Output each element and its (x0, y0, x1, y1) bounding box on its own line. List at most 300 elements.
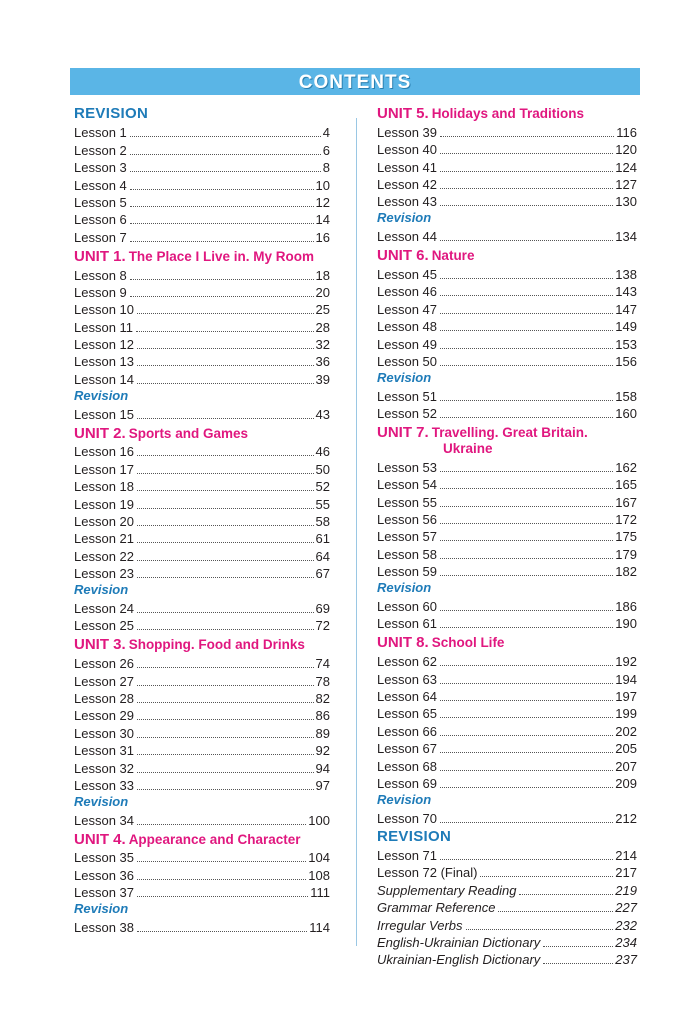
dot-leader (137, 559, 314, 561)
dot-leader (137, 753, 314, 755)
dot-leader (519, 893, 613, 895)
page-number: 14 (315, 212, 330, 228)
dot-leader (466, 928, 614, 930)
unit-number: UNIT 4. (74, 830, 126, 848)
page-number: 43 (315, 406, 330, 422)
page-number: 219 (615, 882, 637, 898)
dot-leader (440, 682, 613, 684)
dot-leader (137, 628, 314, 630)
dot-leader (130, 278, 314, 280)
toc-entry[interactable] (377, 140, 637, 157)
page-number: 165 (615, 477, 637, 493)
page-number: 156 (615, 353, 637, 369)
toc-entry[interactable] (377, 880, 637, 897)
page-number: 86 (315, 708, 330, 724)
dot-leader (440, 751, 613, 753)
toc-entry[interactable] (74, 529, 330, 546)
unit-title: The Place I Live in. My Room (128, 248, 314, 264)
page-number: 72 (315, 618, 330, 634)
entry-label: Lesson 39 (377, 124, 437, 140)
page-number: 94 (315, 760, 330, 776)
page-number: 82 (315, 690, 330, 706)
unit-heading (74, 831, 330, 848)
toc-entry[interactable] (377, 282, 637, 299)
page-number: 74 (315, 656, 330, 672)
page-number: 207 (615, 758, 637, 774)
toc-entry[interactable] (74, 654, 330, 671)
entry-label: Lesson 1 (74, 125, 127, 141)
toc-entry[interactable] (377, 299, 637, 316)
dot-leader (130, 135, 321, 137)
toc-entry[interactable] (74, 265, 330, 282)
page-number: 182 (615, 564, 637, 580)
toc-entry[interactable] (377, 846, 637, 863)
page-number: 120 (615, 142, 637, 158)
dot-leader (137, 454, 314, 456)
page-number: 134 (615, 229, 637, 245)
dot-leader (440, 505, 613, 507)
entry-label: Lesson 20 (74, 514, 134, 530)
page-number: 64 (315, 548, 330, 564)
page-number: 18 (315, 267, 330, 283)
dot-leader (440, 574, 613, 576)
revision-label: Revision (377, 580, 432, 596)
left-column (74, 105, 330, 935)
entry-label: Lesson 62 (377, 654, 437, 670)
dot-leader (440, 664, 613, 666)
toc-entry[interactable] (377, 317, 637, 334)
toc-entry[interactable] (377, 265, 637, 282)
page-number: 234 (615, 935, 637, 951)
toc-entry[interactable] (74, 369, 330, 386)
unit-number: UNIT 7. (377, 424, 429, 442)
toc-entry[interactable] (74, 564, 330, 581)
dot-leader (137, 788, 314, 790)
entry-label: Lesson 10 (74, 302, 134, 318)
entry-label: Lesson 3 (74, 160, 127, 176)
toc-entry[interactable] (74, 210, 330, 227)
toc-entry[interactable] (377, 457, 637, 474)
dot-leader (440, 277, 613, 279)
page-number: 58 (315, 514, 330, 530)
dot-leader (137, 823, 306, 825)
entry-label: Lesson 46 (377, 284, 437, 300)
toc-entry[interactable] (74, 283, 330, 300)
entry-label: Ukrainian-English Dictionary (377, 952, 541, 968)
page-number: 217 (615, 865, 637, 881)
toc-entry[interactable] (74, 227, 330, 244)
dot-leader (440, 539, 613, 541)
page-number: 78 (315, 673, 330, 689)
dot-leader (543, 945, 613, 947)
page-number: 92 (315, 743, 330, 759)
entry-label: Lesson 60 (377, 598, 437, 614)
toc-entry[interactable] (74, 616, 330, 633)
toc-entry[interactable] (377, 704, 637, 721)
dot-leader (440, 329, 613, 331)
entry-label: Lesson 36 (74, 867, 134, 883)
entry-label: Lesson 21 (74, 531, 134, 547)
entry-label: Lesson 47 (377, 301, 437, 317)
page-number: 46 (315, 444, 330, 460)
entry-label: Lesson 29 (74, 708, 134, 724)
page-number: 175 (615, 529, 637, 545)
page-number: 167 (615, 494, 637, 510)
dot-leader (440, 786, 613, 788)
dot-leader (440, 312, 613, 314)
entry-label: Lesson 54 (377, 477, 437, 493)
entry-label: Lesson 32 (74, 760, 134, 776)
toc-entry[interactable] (377, 544, 637, 561)
page-number: 190 (615, 616, 637, 632)
dot-leader (543, 962, 613, 964)
toc-entry[interactable] (377, 915, 637, 932)
dot-leader (137, 611, 314, 613)
page-number: 69 (315, 600, 330, 616)
toc-entry[interactable] (377, 721, 637, 738)
dot-leader (137, 736, 314, 738)
page-number: 127 (615, 176, 637, 192)
toc-entry[interactable] (377, 192, 637, 209)
toc-entry[interactable] (377, 933, 637, 950)
dot-leader (137, 930, 307, 932)
page-number: 227 (615, 900, 637, 916)
dot-leader (137, 364, 314, 366)
entry-label: Lesson 25 (74, 618, 134, 634)
dot-leader (130, 240, 314, 242)
toc-entry[interactable] (377, 669, 637, 686)
entry-label: Lesson 2 (74, 142, 127, 158)
dot-leader (137, 382, 314, 384)
unit-number: UNIT 1. (74, 247, 126, 265)
dot-leader (440, 522, 613, 524)
page-number: 52 (315, 479, 330, 495)
dot-leader (137, 718, 314, 720)
toc-entry[interactable] (74, 123, 330, 140)
entry-label: Lesson 51 (377, 388, 437, 404)
page-number: 199 (615, 706, 637, 722)
entry-label: Lesson 49 (377, 336, 437, 352)
entry-label: Lesson 9 (74, 284, 127, 300)
dot-leader (440, 699, 613, 701)
toc-entry[interactable] (74, 494, 330, 511)
dot-leader (137, 771, 314, 773)
toc-entry[interactable] (74, 317, 330, 334)
toc-entry[interactable] (377, 898, 637, 915)
page-number: 192 (615, 654, 637, 670)
unit-number: UNIT 6. (377, 247, 429, 265)
page-number: 172 (615, 512, 637, 528)
dot-leader (498, 910, 613, 912)
page-number: 214 (615, 848, 637, 864)
entry-label: Lesson 67 (377, 741, 437, 757)
entry-label: Lesson 30 (74, 725, 134, 741)
page-number: 50 (315, 461, 330, 477)
toc-entry[interactable] (74, 671, 330, 688)
entry-label: Lesson 69 (377, 775, 437, 791)
dot-leader (137, 701, 314, 703)
unit-number: UNIT 3. (74, 636, 126, 654)
toc-entry[interactable] (74, 175, 330, 192)
dot-leader (130, 153, 321, 155)
entry-label: Lesson 61 (377, 616, 437, 632)
toc-entry[interactable] (377, 562, 637, 579)
toc-entry[interactable] (74, 723, 330, 740)
unit-heading (377, 105, 637, 122)
toc-entry[interactable] (74, 335, 330, 352)
entry-label: Lesson 35 (74, 850, 134, 866)
entry-label: Lesson 48 (377, 319, 437, 335)
entry-label: Lesson 22 (74, 548, 134, 564)
unit-title: Shopping. Food and Drinks (128, 637, 305, 653)
entry-label: Lesson 19 (74, 496, 134, 512)
toc-entry[interactable] (377, 334, 637, 351)
dot-leader (440, 135, 614, 137)
unit-heading (74, 425, 330, 442)
revision-label: Revision (377, 369, 432, 385)
toc-entry[interactable] (377, 808, 637, 825)
toc-entry[interactable] (74, 758, 330, 775)
entry-label: Lesson 65 (377, 706, 437, 722)
toc-entry[interactable] (74, 689, 330, 706)
unit-heading (74, 248, 330, 265)
toc-entry[interactable] (74, 158, 330, 175)
toc-entry[interactable] (74, 741, 330, 758)
toc-entry[interactable] (377, 352, 637, 369)
dot-leader (440, 187, 613, 189)
page-number: 10 (315, 177, 330, 193)
dot-leader (440, 734, 613, 736)
toc-entry[interactable] (74, 599, 330, 616)
page-number: 232 (615, 917, 637, 933)
toc-entry[interactable] (74, 404, 330, 421)
unit-number: UNIT 5. (377, 105, 429, 122)
entry-label: Irregular Verbs (377, 917, 463, 933)
dot-leader (130, 222, 314, 224)
page-number: 32 (315, 337, 330, 353)
unit-title: Nature (431, 248, 475, 264)
entry-label: Lesson 70 (377, 810, 437, 826)
toc-entry[interactable] (377, 122, 637, 139)
toc-entry[interactable] (377, 157, 637, 174)
page-number: 61 (315, 531, 330, 547)
toc-entry[interactable] (74, 883, 330, 900)
toc-entry[interactable] (377, 863, 637, 880)
toc-entry[interactable] (74, 776, 330, 793)
toc-entry[interactable] (74, 140, 330, 157)
toc-entry[interactable] (377, 510, 637, 527)
entry-label: Lesson 38 (74, 920, 134, 936)
page-number: 55 (315, 496, 330, 512)
page-number: 194 (615, 671, 637, 687)
page-number: 197 (615, 688, 637, 704)
page-number: 20 (315, 284, 330, 300)
entry-label: Lesson 68 (377, 758, 437, 774)
entry-label: English-Ukrainian Dictionary (377, 935, 541, 951)
unit-heading (377, 247, 637, 264)
page-number: 205 (615, 741, 637, 757)
page-number: 186 (615, 598, 637, 614)
entry-label: Lesson 55 (377, 494, 437, 510)
page-number: 179 (615, 546, 637, 562)
entry-label: Supplementary Reading (377, 882, 517, 898)
entry-label: Lesson 28 (74, 690, 134, 706)
page-number: 97 (315, 777, 330, 793)
unit-heading (377, 424, 637, 457)
entry-label: Grammar Reference (377, 900, 496, 916)
toc-entry[interactable] (377, 175, 637, 192)
dot-leader (137, 507, 314, 509)
dot-leader (137, 878, 306, 880)
dot-leader (440, 858, 613, 860)
dot-leader (137, 666, 314, 668)
toc-entry[interactable] (74, 865, 330, 882)
entry-label: Lesson 11 (74, 319, 134, 335)
entry-label: Lesson 52 (377, 406, 437, 422)
toc-entry[interactable] (377, 475, 637, 492)
revision-heading: REVISION (377, 827, 452, 845)
toc-entry[interactable] (377, 756, 637, 773)
entry-label: Lesson 43 (377, 194, 437, 210)
dot-leader (137, 312, 314, 314)
toc-entry[interactable] (377, 614, 637, 631)
unit-title: Holidays and Traditions (431, 106, 584, 121)
dot-leader (136, 330, 314, 332)
dot-leader (440, 364, 613, 366)
dot-leader (137, 895, 308, 897)
contents-banner (70, 68, 640, 95)
page-number: 212 (615, 810, 637, 826)
page-number: 100 (308, 812, 330, 828)
toc-entry[interactable] (377, 492, 637, 509)
column-divider (356, 118, 357, 946)
entry-label: Lesson 44 (377, 229, 437, 245)
toc-entry[interactable] (74, 706, 330, 723)
dot-leader (440, 470, 613, 472)
toc-entry[interactable] (74, 512, 330, 529)
page-number: 108 (308, 867, 330, 883)
toc-entry[interactable] (377, 739, 637, 756)
toc-entry[interactable] (74, 193, 330, 210)
revision-label: Revision (377, 210, 432, 226)
entry-label: Lesson 58 (377, 546, 437, 562)
page-number: 39 (315, 371, 330, 387)
page-number: 25 (315, 302, 330, 318)
page-number: 202 (615, 723, 637, 739)
dot-leader (137, 576, 314, 578)
toc-entry[interactable] (74, 300, 330, 317)
toc-entry[interactable] (74, 918, 330, 935)
revision-label: Revision (74, 582, 129, 598)
page-number: 104 (308, 850, 330, 866)
dot-leader (137, 472, 314, 474)
entry-label: Lesson 16 (74, 444, 134, 460)
entry-label: Lesson 12 (74, 337, 134, 353)
entry-label: Lesson 8 (74, 267, 127, 283)
dot-leader (440, 416, 613, 418)
dot-leader (440, 487, 613, 489)
toc-entry[interactable] (377, 527, 637, 544)
toc-entry[interactable] (377, 386, 637, 403)
toc-entry[interactable] (377, 687, 637, 704)
page-number: 116 (616, 124, 637, 140)
dot-leader (440, 769, 613, 771)
page-number: 237 (615, 952, 637, 968)
unit-title: School Life (431, 635, 505, 651)
dot-leader (440, 204, 613, 206)
toc-entry[interactable] (377, 404, 637, 421)
entry-label: Lesson 6 (74, 212, 127, 228)
page-title: CONTENTS (298, 72, 412, 93)
entry-label: Lesson 5 (74, 194, 127, 210)
entry-label: Lesson 66 (377, 723, 437, 739)
dot-leader (137, 489, 314, 491)
toc-entry[interactable] (377, 227, 637, 244)
page-number: 67 (315, 566, 330, 582)
dot-leader (130, 205, 314, 207)
dot-leader (480, 875, 613, 877)
toc-entry[interactable] (377, 950, 637, 967)
dot-leader (130, 188, 314, 190)
page-number: 130 (615, 194, 637, 210)
page-number: 111 (310, 885, 330, 901)
toc-entry[interactable] (74, 459, 330, 476)
page-number: 147 (615, 301, 637, 317)
revision-label: Revision (74, 387, 129, 403)
page-number: 160 (615, 406, 637, 422)
unit-number: UNIT 8. (377, 634, 429, 652)
dot-leader (137, 860, 306, 862)
entry-label: Lesson 37 (74, 885, 134, 901)
dot-leader (440, 399, 613, 401)
entry-label: Lesson 56 (377, 512, 437, 528)
revision-label: Revision (74, 793, 129, 809)
dot-leader (440, 626, 613, 628)
revision-label: Revision (377, 791, 432, 807)
page-number: 8 (322, 160, 330, 176)
entry-label: Lesson 72 (Final) (377, 865, 478, 881)
entry-label: Lesson 57 (377, 529, 437, 545)
entry-label: Lesson 13 (74, 354, 134, 370)
entry-label: Lesson 15 (74, 406, 134, 422)
dot-leader (440, 609, 613, 611)
toc-entry[interactable] (74, 477, 330, 494)
toc-entry[interactable] (74, 848, 330, 865)
unit-title: Travelling. Great Britain. (431, 425, 588, 441)
toc-entry[interactable] (377, 597, 637, 614)
toc-entry[interactable] (74, 352, 330, 369)
entry-label: Lesson 4 (74, 177, 127, 193)
dot-leader (440, 152, 613, 154)
entry-label: Lesson 14 (74, 371, 134, 387)
page-number: 143 (615, 284, 637, 300)
entry-label: Lesson 64 (377, 688, 437, 704)
entry-label: Lesson 63 (377, 671, 437, 687)
toc-entry[interactable] (377, 652, 637, 669)
dot-leader (137, 347, 314, 349)
toc-entry[interactable] (377, 774, 637, 791)
toc-entry[interactable] (74, 546, 330, 563)
toc-entry[interactable] (74, 810, 330, 827)
page-number: 36 (315, 354, 330, 370)
page-number: 149 (615, 319, 637, 335)
dot-leader (440, 170, 613, 172)
dot-leader (440, 557, 613, 559)
revision-heading: REVISION (74, 105, 149, 122)
dot-leader (137, 541, 314, 543)
toc-entry[interactable] (74, 442, 330, 459)
entry-label: Lesson 59 (377, 564, 437, 580)
